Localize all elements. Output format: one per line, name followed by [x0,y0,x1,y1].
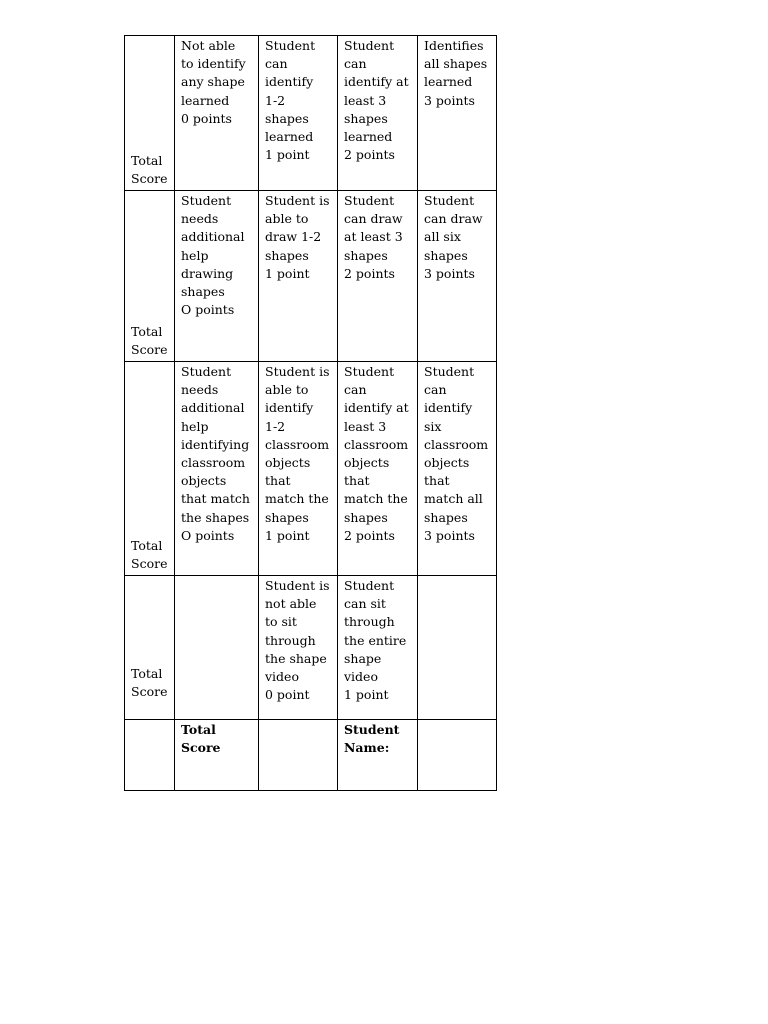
rubric-row-video [125,576,497,720]
points-text: 1 point [265,147,310,163]
rubric-cell [175,191,259,362]
criteria-text: Student needs additional help identifying classroom objects that match the shapes [181,364,250,525]
criteria-text: Student can identify at least 3 shapes learned [344,38,409,145]
criteria-text: Student is not able to sit through the shape video [265,578,330,685]
total-score-value-cell [259,720,338,791]
points-text: O points [181,302,235,318]
total-score-heading: Total Score [175,720,259,791]
total-score-label: Total Score [125,362,175,576]
points-text: 3 points [424,527,475,543]
points-text: 3 points [424,92,475,108]
rubric-cell [418,36,497,191]
rubric-cell [259,362,338,576]
rubric-cell [259,191,338,362]
total-score-label: Total Score [125,191,175,362]
rubric-table [124,35,497,791]
criteria-text: Student needs additional help drawing shapes [181,193,245,300]
student-name-value-cell [418,720,497,791]
empty-cell [125,720,175,791]
points-text: 2 points [344,147,395,163]
rubric-cell [338,191,418,362]
rubric-cell [175,576,259,720]
points-text: 1 point [344,687,389,703]
criteria-text: Student can sit through the entire shape video [344,578,407,685]
criteria-text: Not able to identify any shape learned [181,38,246,108]
points-text: 0 point [265,687,310,703]
criteria-text: Student can draw at least 3 shapes [344,193,403,263]
criteria-text: Identifies all shapes learned [424,38,488,90]
criteria-text: Student can draw all six shapes [424,193,483,263]
criteria-text: Student can identify 1-2 shapes learned [265,38,316,145]
points-text: 0 points [181,110,232,126]
rubric-cell [259,576,338,720]
rubric-cell [175,362,259,576]
rubric-footer-row [125,720,497,791]
total-score-label: Total Score [125,36,175,191]
total-score-label: Total Score [125,576,175,720]
rubric-row-classroom-objects [125,362,497,576]
criteria-text: Student is able to draw 1-2 shapes [265,193,330,263]
points-text: O points [181,527,235,543]
rubric-cell [338,362,418,576]
rubric-row-identify-shapes [125,36,497,191]
points-text: 1 point [265,265,310,281]
points-text: 2 points [344,265,395,281]
points-text: 3 points [424,265,475,281]
rubric-row-draw-shapes [125,191,497,362]
points-text: 2 points [344,527,395,543]
criteria-text: Student is able to identify 1-2 classroom objects that match the shapes [265,364,330,525]
rubric-cell [259,36,338,191]
rubric-cell [175,36,259,191]
rubric-cell [418,191,497,362]
rubric-cell [338,576,418,720]
student-name-heading: Student Name: [338,720,418,791]
criteria-text: Student can identify six classroom objects that match all shapes [424,364,489,525]
points-text: 1 point [265,527,310,543]
rubric-cell [338,36,418,191]
criteria-text: Student can identify at least 3 classroom objects that match the shapes [344,364,409,525]
rubric-cell [418,362,497,576]
rubric-cell [418,576,497,720]
